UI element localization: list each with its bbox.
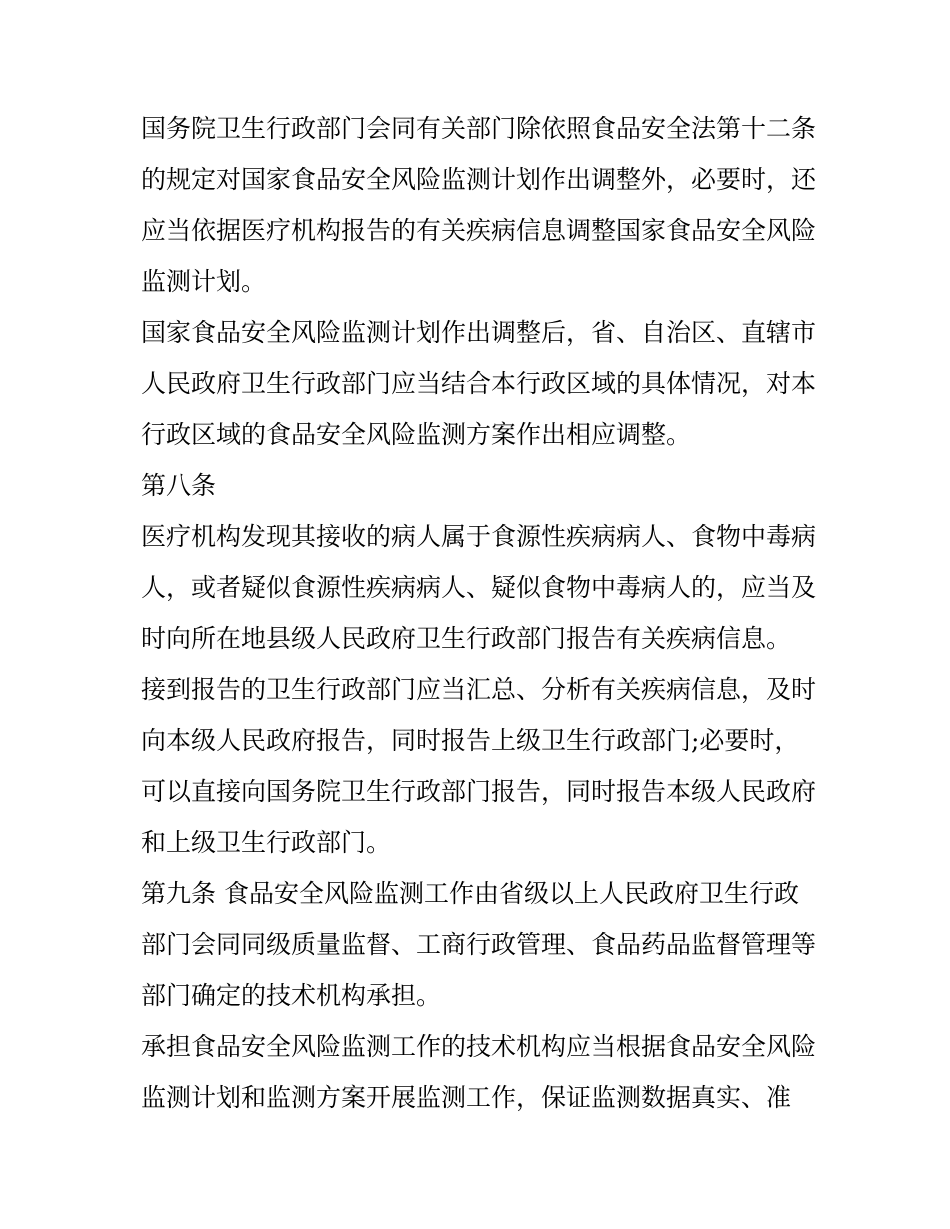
text-line: 医疗机构发现其接收的病人属于食源性疾病病人、食物中毒病 [141,522,817,551]
text-line: 行政区域的食品安全风险监测方案作出相应调整。 [141,420,692,449]
text-line: 的规定对国家食品安全风险监测计划作出调整外，必要时，还 [141,165,817,194]
document-body [141,103,821,1123]
text-line: 应当依据医疗机构报告的有关疾病信息调整国家食品安全风险 [141,216,817,245]
text-line: 监测计划和监测方案开展监测工作，保证监测数据真实、准 [141,1083,792,1112]
text-line: 可以直接向国务院卫生行政部门报告，同时报告本级人民政府 [141,777,817,806]
text-line: 部门会同同级质量监督、工商行政管理、食品药品监督管理等 [141,930,817,959]
text-line: 监测计划。 [141,267,267,296]
text-line: 国务院卫生行政部门会同有关部门除依照食品安全法第十二条 [141,114,817,143]
text-line: 部门确定的技术机构承担。 [141,981,442,1010]
text-line: 承担食品安全风险监测工作的技术机构应当根据食品安全风险 [141,1032,817,1061]
text-line: 人，或者疑似食源性疾病病人、疑似食物中毒病人的，应当及 [141,573,817,602]
text-line: 第九条 食品安全风险监测工作由省级以上人民政府卫生行政 [141,879,799,908]
text-line: 时向所在地县级人民政府卫生行政部门报告有关疾病信息。 [141,624,792,653]
text-line: 国家食品安全风险监测计划作出调整后，省、自治区、直辖市 [141,318,817,347]
article-heading: 第八条 [141,471,217,500]
text-line: 人民政府卫生行政部门应当结合本行政区域的具体情况，对本 [141,369,817,398]
text-line: 接到报告的卫生行政部门应当汇总、分析有关疾病信息，及时 [141,675,817,704]
text-line: 向本级人民政府报告，同时报告上级卫生行政部门;必要时， [141,726,800,755]
text-line: 和上级卫生行政部门。 [141,828,392,857]
